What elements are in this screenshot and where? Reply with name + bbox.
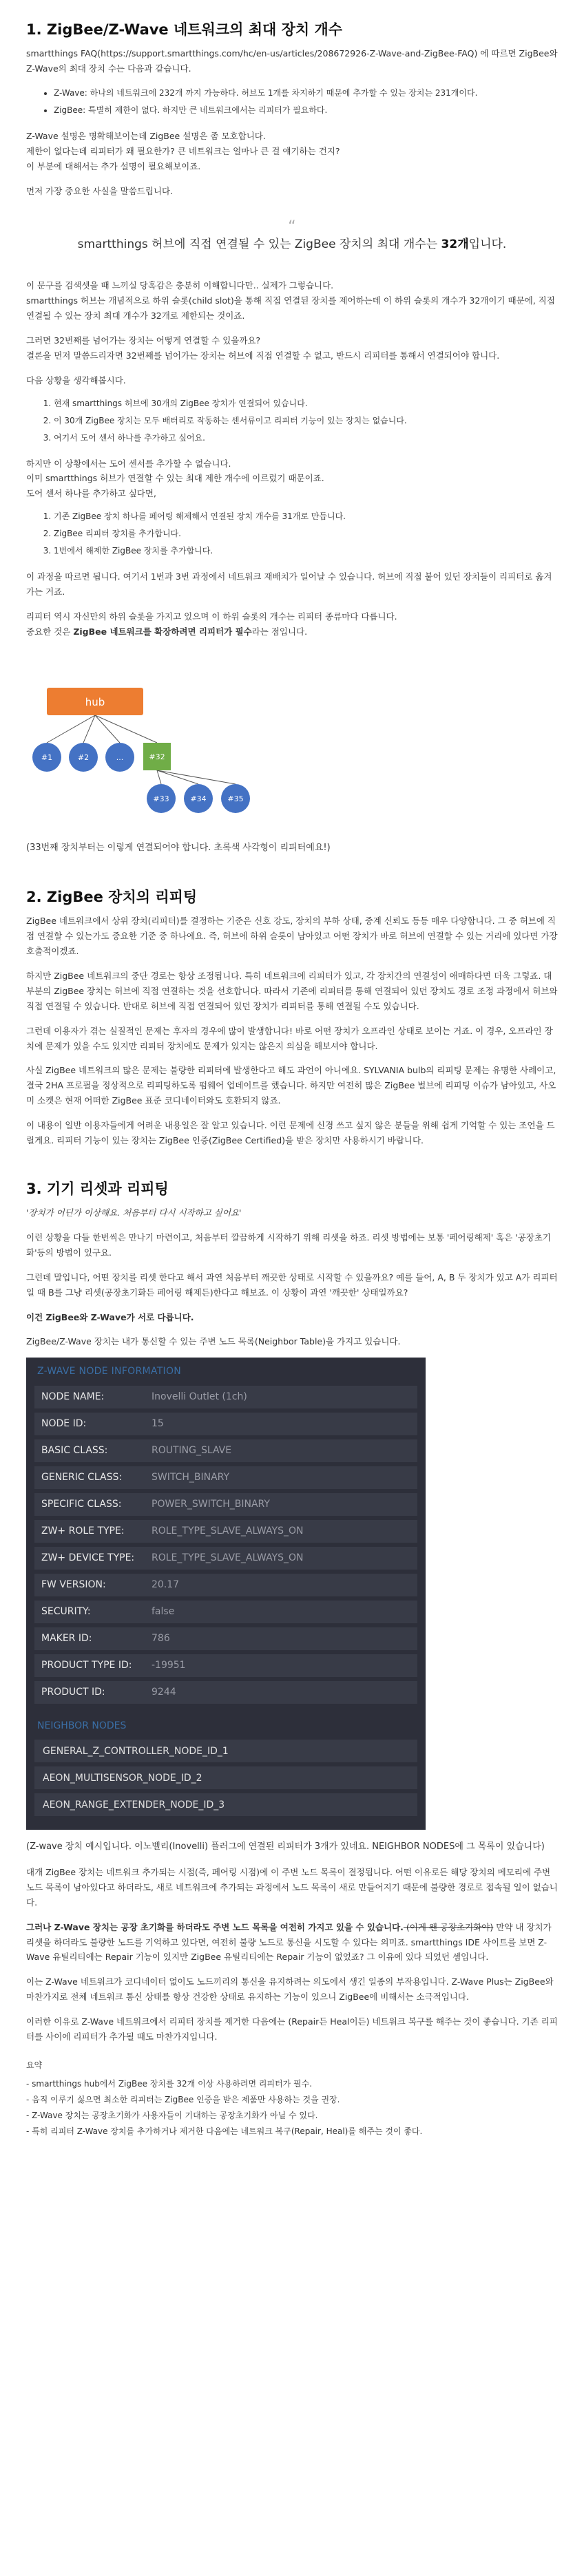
edge-hub-node3	[95, 715, 120, 743]
summary-title: 요약	[26, 2060, 43, 2070]
zwave-node-info-panel	[26, 1358, 426, 1830]
neighbor-nodes-title: NEIGHBOR NODES	[37, 1720, 127, 1731]
s1-paragraph-5	[26, 333, 558, 363]
info-row	[34, 1466, 417, 1489]
edge-repeater-node35	[157, 770, 236, 784]
info-value: POWER_SWITCH_BINARY	[152, 1499, 270, 1510]
text-line: 이 부분에 대해서는 추가 설명이 필요해보이죠.	[26, 160, 201, 171]
panel-caption: (Z-wave 장치 예시입니다. 이노벨리(Inovelli) 플러그에 연결된 리피터가 3개가 있네요. NEIGHBOR NODES에 그 목록이 있습니다)	[26, 1841, 545, 1852]
node-label-35: #35	[227, 794, 244, 803]
node-label-33: #33	[153, 794, 169, 803]
text-line: 제한이 없다는데 리피터가 왜 필요한가? 큰 네트워크는 얼마나 큰 걸 얘기하는 건지?	[26, 145, 340, 156]
hub-label: hub	[85, 695, 105, 708]
s3-paragraph-3	[26, 1310, 558, 1325]
info-key: ZW+ ROLE TYPE:	[41, 1525, 125, 1537]
list-item: 1. 현재 smartthings 허브에 30개의 ZigBee 장치가 연결되어 있습니다.	[54, 397, 558, 411]
s1-paragraph-8: 이 과정을 따르면 됩니다. 여기서 1번과 3번 과정에서 네트워크 재배치가 일어날 수 있습니다. 허브에 직접 붙어 있던 장치들이 리피터로 옮겨가는 거죠.	[26, 571, 552, 598]
section-3-heading: 3. 기기 리셋과 리피팅	[26, 1180, 169, 1197]
strikethrough-text: (이게 왠 공장초기화야)	[403, 1921, 494, 1932]
list-item: 3. 1번에서 해제한 ZigBee 장치를 추가합니다.	[54, 544, 558, 558]
info-key: SPECIFIC CLASS:	[41, 1499, 122, 1510]
info-key: PRODUCT ID:	[41, 1687, 105, 1698]
info-value: 15	[152, 1418, 164, 1430]
diagram-caption: (33번째 장치부터는 이렇게 연결되어야 합니다. 초록색 사각형이 리피터예요!)	[26, 843, 331, 854]
summary-item: - 음직 이루기 싫으면 최소한 리피터는 ZigBee 인증을 받은 제품만 사용하는 것을 권장.	[26, 2094, 340, 2104]
info-row	[34, 1601, 417, 1623]
text-line: 도어 센서 하나를 추가하고 싶다면,	[26, 488, 156, 499]
info-row	[34, 1493, 417, 1516]
text-line: 이 문구를 검색셋을 때 느끼실 당혹감은 충분히 이해합니다만.. 실제가 그렇습니다.	[26, 280, 334, 291]
section-2-heading: 2. ZigBee 장치의 리피팅	[26, 889, 198, 906]
section-2	[26, 888, 558, 1148]
s3-paragraph-7: 이는 Z-Wave 네트워크가 코디네이터 없이도 노드끼리의 통신을 유지하려는 의도에서 생긴 일종의 부작용입니다. Z-Wave Plus는 ZigBee와 마찬가지로 전체 네트워크 통신 상태를 항상 건강한 상태로 유지하는 기능이 있으니 ZigBee에 비해서는 소극적입니다.	[26, 1976, 554, 2003]
quote-mark-icon: “	[288, 218, 296, 235]
s1-paragraph-7	[26, 456, 558, 502]
info-row	[34, 1520, 417, 1543]
s3-paragraph-1: 이런 상황을 다들 한번씩은 만나기 마련이고, 처음부터 깔끔하게 시작하기 위해 리셋을 하죠. 리셋 방법에는 보통 '페어링해제' 혹은 '공장초기화'등의 방법이 있구요.	[26, 1232, 552, 1258]
summary-item: - 특히 리피터 Z-Wave 장치를 추가하거나 제거한 다음에는 네트워크 복구(Repair, Heal)를 해주는 것이 좋다.	[26, 2126, 423, 2136]
neighbor-node-item: GENERAL_Z_CONTROLLER_NODE_ID_1	[34, 1740, 417, 1762]
node-label-2: #2	[77, 752, 90, 762]
emphasis-text: 이건 ZigBee와 Z-Wave가 서로 다릅니다.	[26, 1311, 194, 1322]
info-key: FW VERSION:	[41, 1579, 106, 1591]
info-key: GENERIC CLASS:	[41, 1472, 123, 1484]
info-value: 9244	[152, 1687, 176, 1698]
node-label-ellipsis: ...	[116, 752, 124, 762]
text-line: Z-Wave 설명은 명확해보이는데 ZigBee 설명은 좀 모호합니다.	[26, 131, 266, 142]
text-line: 중요한 것은	[26, 626, 74, 637]
list-item: 3. 여기서 도어 센서 하나를 추가하고 싶어요.	[54, 431, 558, 445]
s2-paragraph-2: 하지만 ZigBee 네트워크의 중단 경로는 항상 조정됩니다. 특히 네트워크에 리피터가 있고, 각 장치간의 연결성이 애매하다면 더욱 그렇죠. 대부분의 ZigBee 장치는 허브에 직접 연결하는 것을 선호합니다. 따라서 기존에 리피터를 통해 연결되어 있던 장치도 경로 조정 과정에서 허브와 직접 연결될 수 있습니다. 반대로 허브에 직접 연결되어 있던 장치가 리피터를 통해 연결될 수도 있습니다.	[26, 971, 558, 1011]
summary-item: - Z-Wave 장치는 공장초기화가 사용자들이 기대하는 공장초기화가 아닐 수 있다.	[26, 2110, 318, 2120]
info-key: NODE ID:	[41, 1418, 87, 1430]
s2-paragraph-4: 사실 ZigBee 네트워크의 많은 문제는 불량한 리피터에 발생한다고 해도 과언이 아니에요. SYLVANIA bulb의 리피팅 문제는 유명한 사례이고, 결국 2HA 프로필을 정상적으로 리피팅하도록 펌웨어 업데이트를 했습니다. 하지만 여전히 많은 ZigBee 벌브에 리피팅 이슈가 남아있고, 사오미 소켓은 현재 어떠한 ZigBee 표준 코디네이터와도 호환되지 않죠.	[26, 1065, 556, 1106]
blockquote	[26, 220, 558, 255]
info-value: -19951	[152, 1660, 186, 1671]
text-line: 그러면 32번째를 넘어가는 장치는 어떻게 연결할 수 있을까요?	[26, 335, 261, 346]
s1-ordered-list-1	[54, 397, 558, 445]
node-label-1: #1	[41, 752, 53, 762]
list-item: 1. 기존 ZigBee 장치 하나를 페어링 해제해서 연결된 장치 개수를 31개로 만듭니다.	[54, 509, 558, 524]
list-item: 2. 이 30개 ZigBee 장치는 모두 배터리로 작동하는 센서류이고 리피터 기능이 있는 장치는 없습니다.	[54, 414, 558, 428]
info-value: ROUTING_SLAVE	[152, 1445, 232, 1457]
s3-paragraph-2: 그런데 말입니다, 어떤 장치를 리셋 한다고 해서 과연 처음부터 깨끗한 상태로 시작할 수 있을까요? 예를 들어, A, B 두 장치가 있고 A가 리피터 일 때 B를 그냥 리셋(공장초기화든 페어링 해제든)한다고 해보죠. 이 상황이 과연 '깨끗한' 상태일까요?	[26, 1271, 558, 1298]
info-row	[34, 1413, 417, 1435]
info-value: 20.17	[152, 1579, 180, 1591]
summary-item: - smartthings hub에서 ZigBee 장치를 32개 이상 사용하려면 리피터가 필수.	[26, 2078, 313, 2089]
emphasis-text: ZigBee 네트워크를 확장하려면 리피터가 필수	[73, 626, 252, 637]
text-line: 하지만 이 상황에서는 도어 센서를 추가할 수 없습니다.	[26, 458, 231, 469]
s3-paragraph-4: ZigBee/Z-Wave 장치는 내가 통신할 수 있는 주변 노드 목록(Neighbor Table)을 가지고 있습니다.	[26, 1336, 401, 1347]
network-topology-diagram	[26, 660, 260, 819]
info-key: NODE NAME:	[41, 1391, 105, 1403]
info-row	[34, 1627, 417, 1650]
text-rest: 만약 내 장치가 리셋을 하더라도 불량한 노드를 기억하고 있다면, 여전히 불량 노드로 통신을 시도할 수 있다는 의미죠. smartthings IDE 사이트를 보면 Z-Wave 유틸리티에는 Repair 기능이 있지만 ZigBee 유틸리티에는 Repair 기능이 없었죠? 그 이유에 있다 되었던 셈입니다.	[26, 1921, 552, 1963]
info-key: BASIC CLASS:	[41, 1445, 108, 1457]
s2-paragraph-1: ZigBee 네트워크에서 상위 장치(리피터)를 결정하는 기준은 신호 강도, 장치의 부하 상태, 중계 신뢰도 등등 매우 다양합니다. 그 중 허브에 직접 연결할 수 있는가도 중요한 기준 중 하나에요. 즉, 허브에 하위 슬롯이 남아있고 어떤 장치가 바로 허브에 연결할 수 있는 거리에 있다면 가장 호출적이겠죠.	[26, 916, 558, 957]
panel-title: Z-WAVE NODE INFORMATION	[37, 1366, 182, 1377]
summary-block	[26, 2058, 558, 2139]
info-key: MAKER ID:	[41, 1633, 92, 1645]
s3-paragraph-5: 대개 ZigBee 장치는 네트워크 추가되는 시점(즉, 페어링 시점)에 이 주변 노드 목록이 결정됩니다. 어떤 이유로든 해당 장치의 메모리에 주변 노드 목록이 남아있다고 하더라도, 새로 네트워크에 추가되는 과정에서 노드 목록이 새로 만들어지기 때문에 불량한 경로로 접속될 일이 없습니다.	[26, 1867, 558, 1908]
list-item: • Z-Wave: 하나의 네트워크에 232개 까지 가능하다. 허브도 1개를 차지하기 때문에 추가할 수 있는 장치는 231개이다.	[54, 86, 558, 101]
s3-paragraph-6	[26, 1920, 558, 1965]
section-1	[26, 21, 558, 856]
text-line: 결론을 먼저 말씀드리자면 32번째를 넘어가는 장치는 허브에 직접 연결할 수 없고, 반드시 리피터를 통해서 연결되어야 합니다.	[26, 350, 500, 361]
info-value: SWITCH_BINARY	[152, 1472, 230, 1484]
s3-quote: '장치가 어딘가 이상해요. 처음부터 다시 시작하고 싶어요'	[26, 1207, 242, 1218]
s2-paragraph-5: 이 내용이 일반 이용자들에게 어려운 내용일은 잘 알고 있습니다. 이런 문제에 신경 쓰고 싶지 않은 분들을 위해 쉽게 기억할 수 있는 조언을 드릴게요. 리피터 기능이 있는 장치는 ZigBee 인증(ZigBee Certified)을 받은 장치만 사용하시기 바랍니다.	[26, 1120, 555, 1146]
s1-paragraph-6: 다음 상황을 생각해봅시다.	[26, 374, 126, 386]
s1-paragraph-2	[26, 129, 558, 174]
section-3	[26, 1180, 558, 2139]
s3-paragraph-8: 이러한 이유로 Z-Wave 네트워크에서 리피터 장치를 제거한 다음에는 (Repair든 Heal이든) 네트워크 복구를 해주는 것이 좋습니다. 기존 리피터를 사이에 리피터가 추가될 때도 마찬가지입니다.	[26, 2016, 558, 2042]
quote-text: smartthings 허브에 직접 연결될 수 있는 ZigBee 장치의 최대 개수는	[77, 237, 441, 251]
s1-bullet-list	[54, 86, 558, 118]
neighbor-node-item: AEON_MULTISENSOR_NODE_ID_2	[34, 1766, 417, 1789]
edge-hub-repeater	[95, 715, 157, 743]
info-value: ROLE_TYPE_SLAVE_ALWAYS_ON	[152, 1552, 304, 1564]
info-row	[34, 1574, 417, 1596]
edge-hub-node1	[47, 715, 95, 743]
edge-repeater-node34	[157, 770, 198, 784]
s1-intro: smartthings FAQ(https://support.smartthings.com/hc/en-us/articles/208672926-Z-Wave-and-ZigBee-FAQ) 에 따르면 ZigBee와 Z-Wave의 최대 장치 수는 다음과 같습니다.	[26, 48, 558, 74]
text-line-end: 라는 점입니다.	[251, 626, 308, 637]
text-line: 이미 smartthings 허브가 연결할 수 있는 최대 제한 개수에 이르렀기 때문이죠.	[26, 473, 324, 484]
quote-emphasis: 32개	[441, 237, 469, 251]
info-value: Inovelli Outlet (1ch)	[152, 1391, 247, 1403]
info-row	[34, 1386, 417, 1408]
node-label-32: #32	[149, 752, 165, 761]
info-value: 786	[152, 1633, 170, 1645]
neighbor-node-item: AEON_RANGE_EXTENDER_NODE_ID_3	[34, 1793, 417, 1816]
info-row	[34, 1439, 417, 1462]
list-item: • ZigBee: 특별히 제한이 없다. 하지만 큰 네트워크에서는 리피터가 필요하다.	[54, 103, 558, 118]
s1-paragraph-9	[26, 609, 558, 640]
s1-ordered-list-2	[54, 509, 558, 558]
text-line: 리피터 역시 자신만의 하위 슬롯을 가지고 있으며 이 하위 슬롯의 개수는 리피터 종류마다 다릅니다.	[26, 611, 397, 622]
s2-paragraph-3: 그런데 이용자가 겪는 실질적인 문제는 후자의 경우에 많이 발생합니다! 바로 어떤 장치가 오프라인 상태로 보이는 거죠. 이 경우, 오프라인 장치에 문제가 있을 수도 있지만 리피터 장치에도 문제가 있지는 않은지 의심을 해보셔야 합니다.	[26, 1025, 553, 1051]
text-line: smartthings 허브는 개념적으로 하위 슬롯(child slot)을 통해 직접 연결된 장치를 제어하는데 이 하위 슬롯의 개수가 32개이기 때문에, 직접 연결될 수 있는 장치 최대 개수가 32개로 제한되는 것이죠.	[26, 295, 555, 321]
list-item: 2. ZigBee 리피터 장치를 추가합니다.	[54, 527, 558, 541]
edge-repeater-node33	[157, 770, 161, 784]
info-key: PRODUCT TYPE ID:	[41, 1660, 132, 1671]
node-label-34: #34	[190, 794, 207, 803]
info-row	[34, 1654, 417, 1677]
info-key: ZW+ DEVICE TYPE:	[41, 1552, 135, 1564]
quote-text-end: 입니다.	[468, 237, 507, 251]
emphasis-text: 그러나 Z-Wave 장치는 공장 초기화를 하더라도 주변 노드 목록을 여전히 가지고 있을 수 있습니다.	[26, 1921, 404, 1932]
info-row	[34, 1547, 417, 1570]
info-value: false	[152, 1606, 175, 1618]
edge-hub-node2	[83, 715, 95, 743]
info-key: SECURITY:	[41, 1606, 91, 1618]
s1-paragraph-3: 먼저 가장 중요한 사실을 말씀드립니다.	[26, 185, 174, 196]
s1-paragraph-4	[26, 278, 558, 324]
info-row	[34, 1681, 417, 1704]
info-value: ROLE_TYPE_SLAVE_ALWAYS_ON	[152, 1525, 304, 1537]
section-1-heading: 1. ZigBee/Z-Wave 네트워크의 최대 장치 개수	[26, 21, 343, 38]
